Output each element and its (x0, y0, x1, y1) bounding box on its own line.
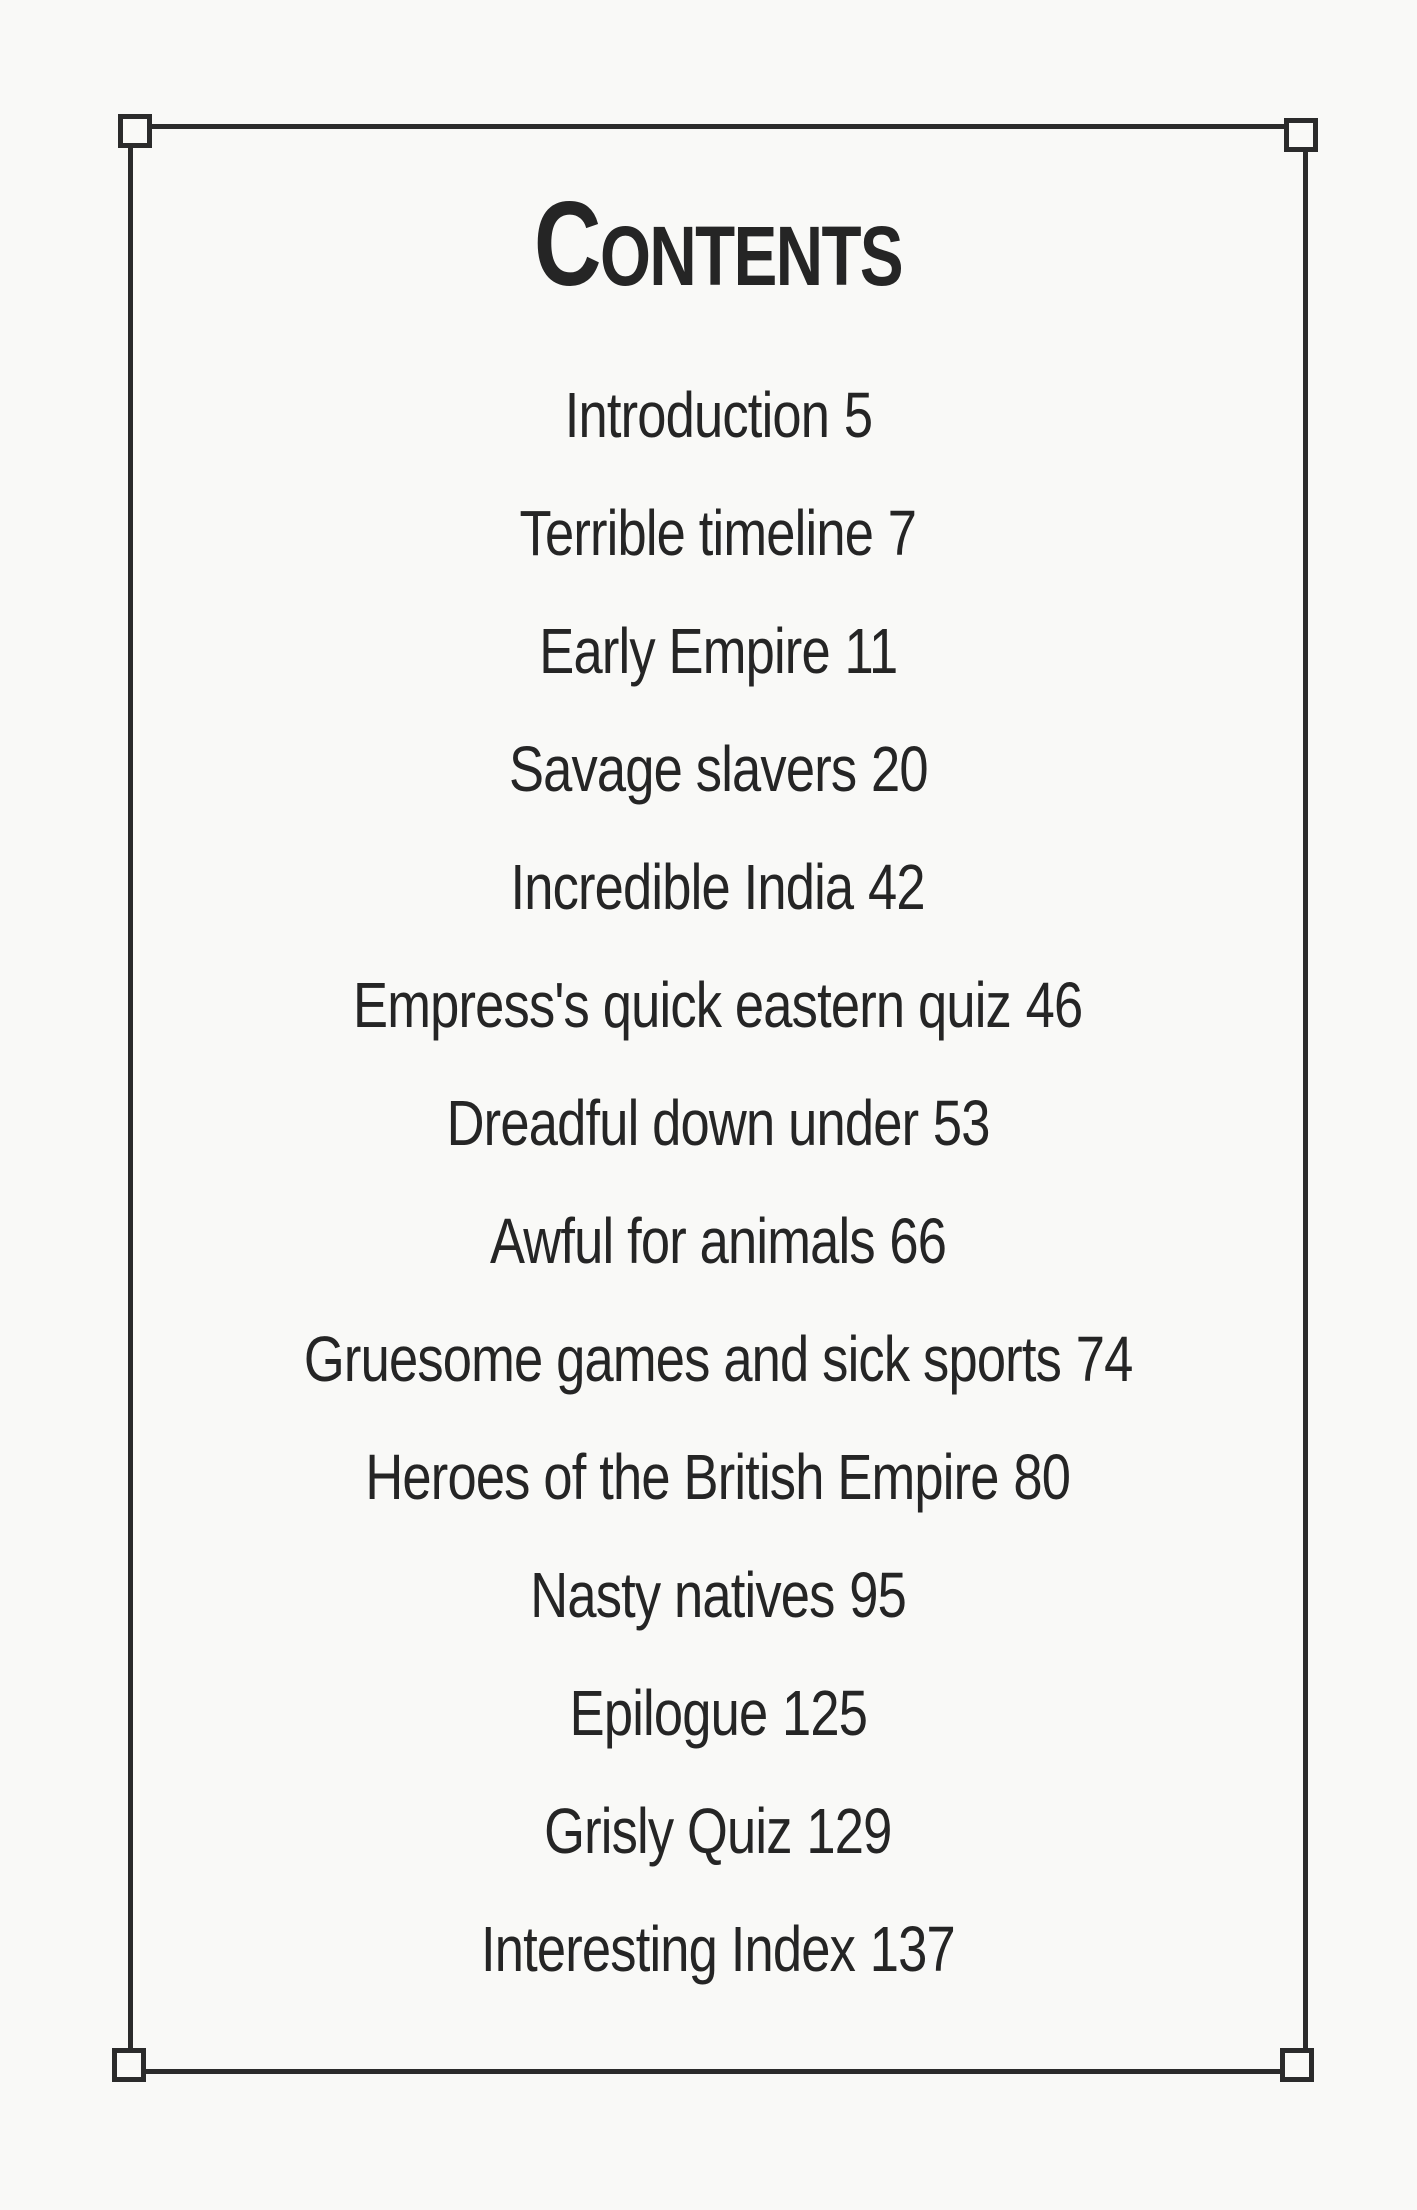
toc-entry-page: 125 (781, 1677, 867, 1749)
toc-entry-page: 80 (1013, 1441, 1071, 1513)
toc-entry-label: Incredible India (510, 851, 854, 923)
toc-entry-page: 129 (806, 1795, 892, 1867)
toc-entry-label: Grisly Quiz (544, 1795, 792, 1867)
toc-entry-awful-for-animals (128, 1182, 1308, 1300)
toc-entry-label: Terrible timeline (519, 497, 874, 569)
toc-entry-grisly-quiz (128, 1772, 1308, 1890)
toc-entry-label: Dreadful down under (446, 1087, 919, 1159)
toc-entry-page: 74 (1075, 1323, 1133, 1395)
toc-entry-label: Interesting Index (481, 1913, 856, 1985)
toc-entry-label: Savage slavers (508, 733, 856, 805)
toc-entry-page: 20 (870, 733, 928, 805)
toc-entry-page: 53 (932, 1087, 990, 1159)
toc-entry-label: Heroes of the British Empire (365, 1441, 999, 1513)
toc-entry-label: Epilogue (569, 1677, 767, 1749)
toc-entry-early-empire (128, 592, 1308, 710)
toc-entry-incredible-india (128, 828, 1308, 946)
toc-entry-page: 7 (887, 497, 917, 569)
toc-entry-page: 137 (869, 1913, 955, 1985)
toc-entry-page: 66 (889, 1205, 947, 1277)
toc-entry-label: Awful for animals (489, 1205, 875, 1277)
toc-entry-label: Introduction (564, 379, 829, 451)
contents-page (128, 124, 1308, 2074)
toc-entry-label: Empress's quick eastern quiz (353, 969, 1012, 1041)
toc-entry-page: 95 (849, 1559, 906, 1631)
toc-entry-interesting-index (128, 1890, 1308, 2008)
toc-entry-dreadful-down-under (128, 1064, 1308, 1182)
toc-entry-label: Nasty natives (530, 1559, 835, 1631)
toc-entry-terrible-timeline (128, 474, 1308, 592)
toc-entry-label: Gruesome games and sick sports (303, 1323, 1061, 1395)
table-of-contents (128, 356, 1308, 2008)
page-title: Contents (533, 177, 903, 311)
toc-entry-empress-quick-eastern-quiz (128, 946, 1308, 1064)
toc-entry-gruesome-games (128, 1300, 1308, 1418)
toc-entry-savage-slavers (128, 710, 1308, 828)
toc-entry-page: 11 (844, 615, 898, 687)
toc-entry-nasty-natives (128, 1536, 1308, 1654)
toc-entry-introduction (128, 356, 1308, 474)
toc-entry-page: 46 (1025, 969, 1083, 1041)
toc-entry-page: 42 (868, 851, 926, 923)
toc-entry-label: Early Empire (538, 615, 830, 687)
toc-entry-heroes-of-the-british-empire (128, 1418, 1308, 1536)
toc-entry-page: 5 (843, 379, 872, 451)
toc-entry-epilogue (128, 1654, 1308, 1772)
